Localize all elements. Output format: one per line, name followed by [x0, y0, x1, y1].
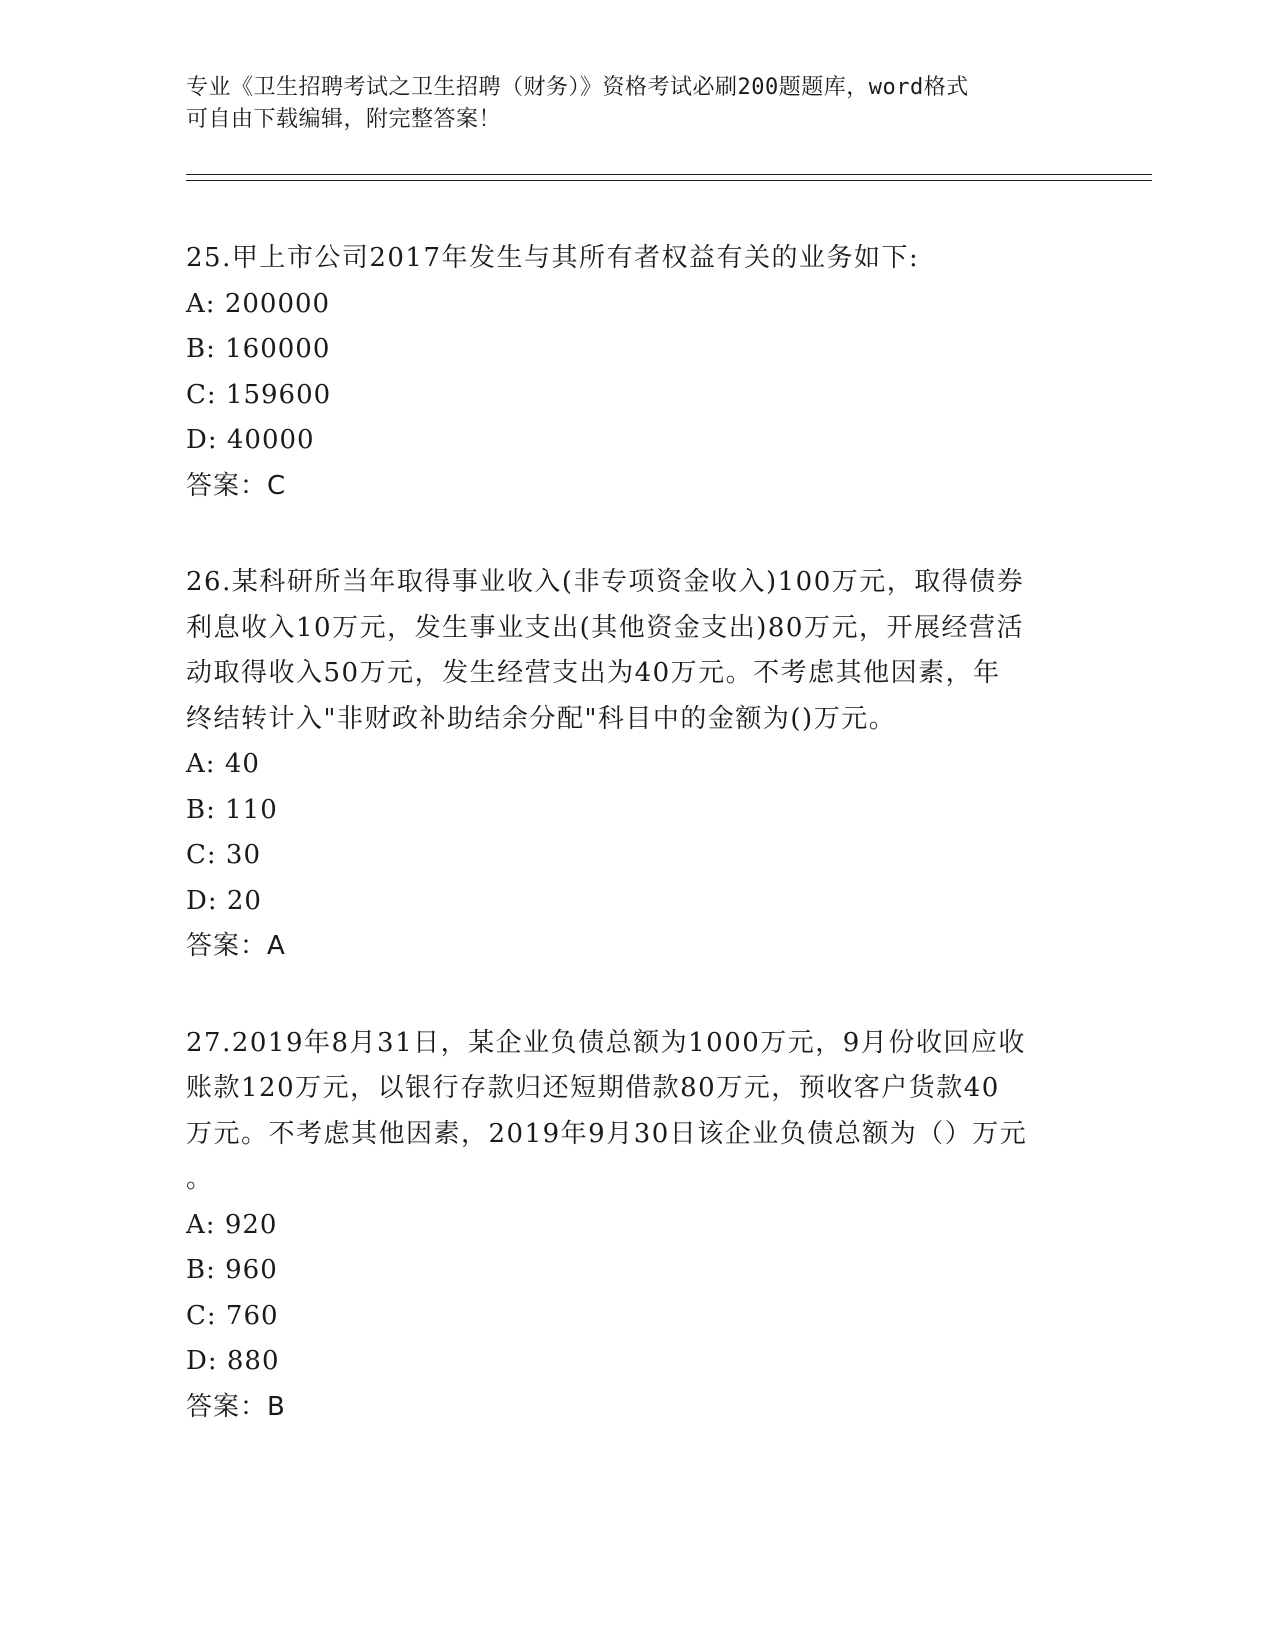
question-stem-line: 利息收入10万元，发生事业支出(其他资金支出)80万元，开展经营活 — [186, 612, 1024, 643]
option-c — [186, 833, 1086, 879]
option-value: 159600 — [225, 379, 332, 410]
option-b — [186, 788, 1086, 834]
question-stem-line: 万元。不考虑其他因素，2019年9月30日该企业负债总额为（）万元 — [186, 1118, 1028, 1149]
option-b — [186, 1248, 1086, 1294]
option-d — [186, 879, 1086, 925]
question-stem-line: 25.甲上市公司2017年发生与其所有者权益有关的业务如下: — [186, 243, 920, 273]
option-key: D: — [186, 885, 218, 916]
answer-line: 答案：B — [186, 1391, 286, 1422]
question-stem-line: 27.2019年8月31日，某企业负债总额为1000万元，9月份收回应收 — [186, 1027, 1026, 1058]
option-c — [186, 1294, 1086, 1340]
header-divider-bottom — [186, 180, 1152, 181]
question-stem-line: 26.某科研所当年取得事业收入(非专项资金收入)100万元，取得债券 — [186, 567, 1025, 597]
option-value: 20 — [226, 885, 262, 916]
option-key: A: — [186, 749, 216, 779]
option-key: C: — [186, 840, 217, 870]
option-key: D: — [186, 1346, 218, 1376]
option-d — [186, 1339, 1086, 1385]
option-value: 160000 — [225, 334, 331, 364]
option-value: 40 — [224, 749, 260, 779]
option-value: 960 — [225, 1255, 278, 1285]
option-key: C: — [186, 379, 217, 410]
option-a — [186, 1203, 1086, 1249]
option-key: D: — [186, 425, 218, 455]
question-list — [186, 236, 1086, 1481]
option-key: C: — [186, 1300, 217, 1331]
option-value: 40000 — [226, 425, 315, 455]
question-stem-line: 终结转计入"非财政补助结余分配"科目中的金额为()万元。 — [186, 703, 897, 734]
option-a — [186, 282, 1086, 328]
question-stem-line: 账款120万元，以银行存款归还短期借款80万元，预收客户货款40 — [186, 1073, 1000, 1103]
question-stem-line: 动取得收入50万元，发生经营支出为40万元。不考虑其他因素，年 — [186, 658, 1001, 688]
answer-line: 答案：A — [186, 931, 286, 961]
option-key: B: — [186, 334, 216, 364]
option-c — [186, 373, 1086, 419]
option-key: A: — [186, 1209, 216, 1240]
header-divider-top — [186, 174, 1152, 175]
question-stem-line: 。 — [186, 1164, 214, 1194]
option-a — [186, 742, 1086, 788]
option-b — [186, 327, 1086, 373]
option-value: 30 — [225, 840, 262, 870]
header-line-2: 可自由下载编辑，附完整答案！ — [186, 107, 502, 132]
question-26 — [186, 560, 1086, 970]
option-value: 880 — [226, 1346, 280, 1376]
option-value: 920 — [224, 1209, 278, 1240]
answer-line: 答案：C — [186, 470, 287, 501]
option-key: A: — [186, 288, 216, 319]
option-value: 200000 — [224, 288, 331, 319]
option-key: B: — [186, 1255, 216, 1285]
option-d — [186, 418, 1086, 464]
question-25 — [186, 236, 1086, 509]
option-key: B: — [186, 794, 216, 825]
option-value: 760 — [225, 1300, 279, 1331]
question-27 — [186, 1021, 1086, 1431]
document-header — [186, 72, 1086, 136]
option-value: 110 — [225, 794, 278, 825]
header-line-1: 专业《卫生招聘考试之卫生招聘（财务）》资格考试必刷200题题库，word格式 — [186, 75, 969, 100]
